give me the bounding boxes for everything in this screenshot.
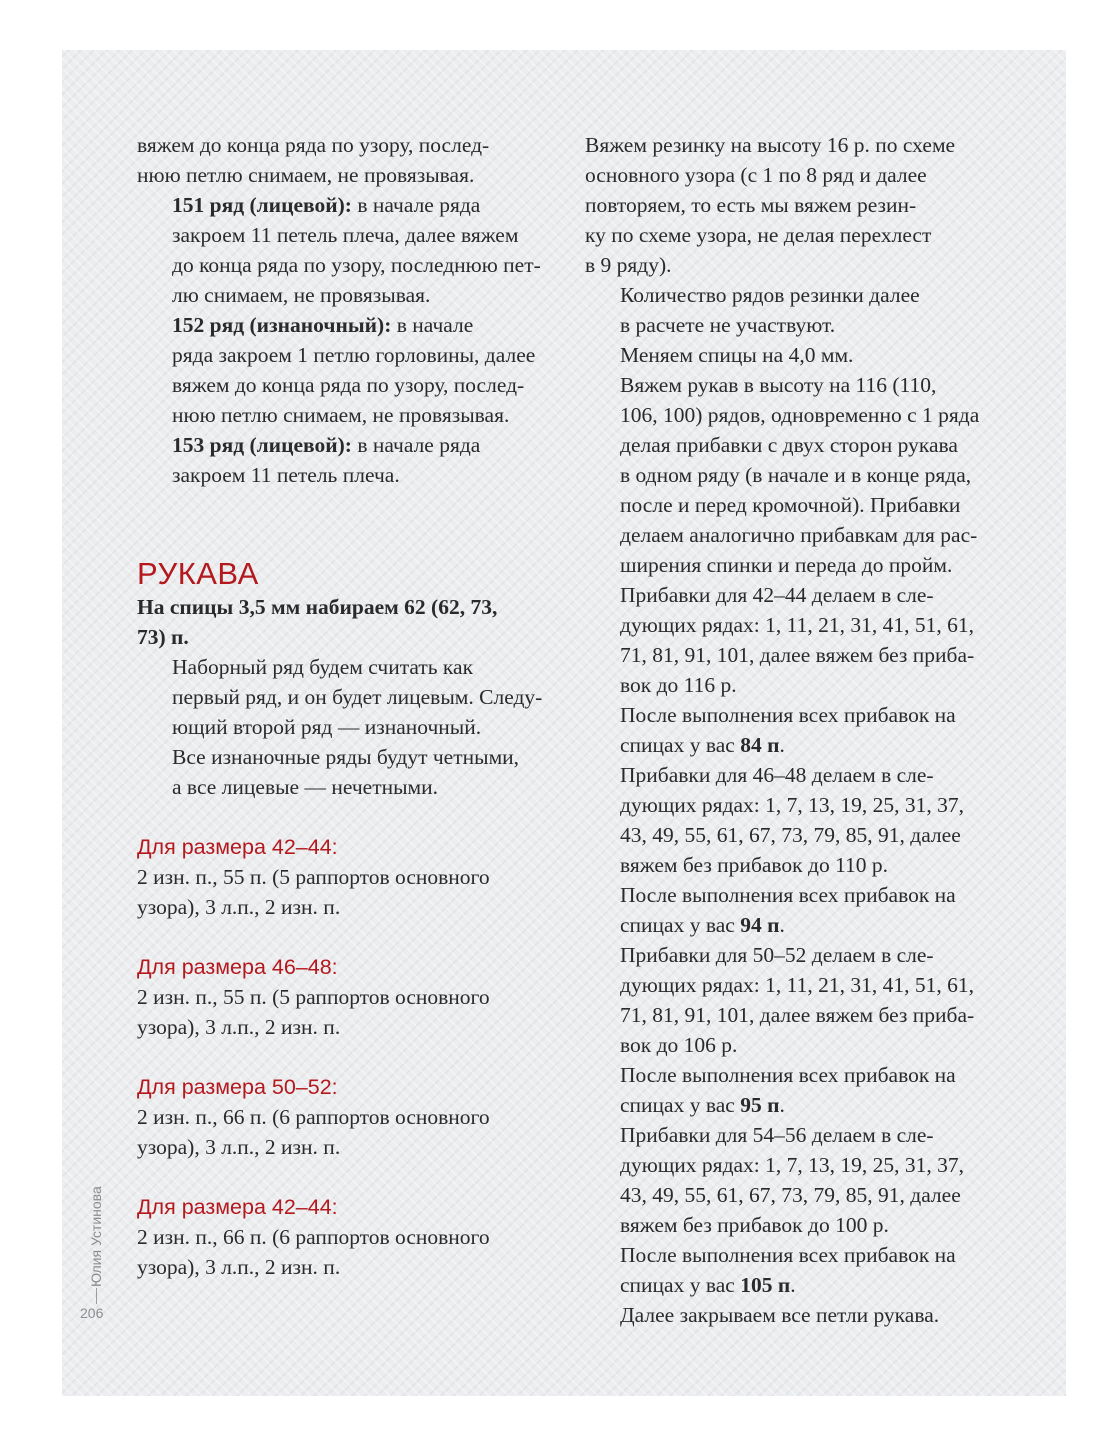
text-fragment: спицах у вас <box>620 1093 741 1117</box>
text-line: После выполнения всех прибавок на <box>620 1243 956 1267</box>
size-heading: Для размера 46–48: <box>137 955 338 979</box>
text-line: 2 изн. п., 66 п. (6 раппортов основного <box>137 1105 490 1129</box>
text-line: дующих рядах: 1, 11, 21, 31, 41, 51, 61, <box>620 973 974 997</box>
page-number: 206 <box>80 1305 104 1321</box>
size-heading: Для размера 42–44: <box>137 835 338 859</box>
text-line: делаем аналогично прибавкам для рас- <box>620 523 978 547</box>
text-line: повторяем, то есть мы вяжем резин- <box>585 193 917 217</box>
text-line: дующих рядах: 1, 7, 13, 19, 25, 31, 37, <box>620 793 965 817</box>
size-instruction <box>137 1222 537 1282</box>
text-line: лю снимаем, не провязывая. <box>172 283 431 307</box>
text-line: После выполнения всех прибавок на <box>620 883 956 907</box>
section-title: РУКАВА <box>137 556 259 591</box>
text-line: ширения спинки и переда до пройм. <box>620 553 953 577</box>
text-line: Все изнаночные ряды будут четными, <box>172 745 520 769</box>
text-line: Прибавки для 46–48 делаем в сле- <box>620 763 934 787</box>
text-line: ряда закроем 1 петлю горловины, далее <box>172 343 536 367</box>
size-instruction <box>137 1102 537 1162</box>
text-line: Наборный ряд будем считать как <box>172 655 474 679</box>
paragraph-increases-54-56 <box>585 1120 995 1240</box>
spacer <box>137 490 537 554</box>
text-line: Прибавки для 50–52 делаем в сле- <box>620 943 934 967</box>
text-fragment: спицах у вас <box>620 913 741 937</box>
text-fragment: . <box>790 1273 796 1297</box>
text-line: 2 изн. п., 55 п. (5 раппортов основного <box>137 865 490 889</box>
spacer <box>137 802 537 832</box>
text-fragment: спицах у вас <box>620 1273 741 1297</box>
left-column <box>137 130 543 1282</box>
text-fragment: . <box>779 913 785 937</box>
text-line: нюю петлю снимаем, не провязывая. <box>172 403 510 427</box>
size-instruction <box>137 982 537 1042</box>
text-line: закроем 11 петель плеча, далее вяжем <box>172 223 519 247</box>
paragraph-row-152 <box>137 310 537 430</box>
paragraph-continuation <box>137 130 537 190</box>
text-line: в начале ряда <box>351 433 481 457</box>
text-line: 71, 81, 91, 101, далее вяжем без приба- <box>620 643 975 667</box>
stitch-count: 94 п <box>740 913 780 937</box>
stitch-count: 84 п <box>740 733 780 757</box>
text-line: Прибавки для 54–56 делаем в сле- <box>620 1123 934 1147</box>
text-line: закроем 11 петель плеча. <box>172 463 400 487</box>
text-line: первый ряд, и он будет лицевым. Следу- <box>172 685 543 709</box>
paragraph-increases-46-48 <box>585 760 995 880</box>
stitch-count: 105 п <box>740 1273 791 1297</box>
spacer <box>137 1042 537 1072</box>
paragraph-total-46-48 <box>585 880 995 940</box>
row-label: 151 ряд (лицевой): <box>172 193 352 217</box>
paragraph-row-151 <box>137 190 541 310</box>
text-line: После выполнения всех прибавок на <box>620 1063 956 1087</box>
text-line: 43, 49, 55, 61, 67, 73, 79, 85, 91, далее <box>620 1183 961 1207</box>
row-label: 152 ряд (изнаночный): <box>172 313 392 337</box>
text-line: в одном ряду (в начале и в конце ряда, <box>620 463 972 487</box>
text-line: ющий второй ряд — изнаночный. <box>172 715 482 739</box>
text-line: узора), 3 л.п., 2 изн. п. <box>137 895 341 919</box>
paragraph-bind-off <box>585 1300 995 1330</box>
row-label: 153 ряд (лицевой): <box>172 433 352 457</box>
text-line: вок до 116 р. <box>620 673 737 697</box>
paragraph-ribbing-rows <box>585 280 995 340</box>
text-line: ку по схеме узора, не делая перехлест <box>585 223 932 247</box>
text-line: 73) п. <box>137 625 189 649</box>
text-line: узора), 3 л.п., 2 изн. п. <box>137 1255 341 1279</box>
text-line: 71, 81, 91, 101, далее вяжем без приба- <box>620 1003 975 1027</box>
text-line: узора), 3 л.п., 2 изн. п. <box>137 1015 341 1039</box>
text-fragment: . <box>779 1093 785 1117</box>
spacer <box>137 922 537 952</box>
spacer <box>137 1162 537 1192</box>
cast-on-instruction <box>137 592 537 652</box>
text-line: вяжем до конца ряда по узору, послед- <box>137 133 490 157</box>
text-line: вок до 106 р. <box>620 1033 738 1057</box>
text-line: основного узора (с 1 по 8 ряд и далее <box>585 163 927 187</box>
paragraph-ribbing <box>585 130 995 280</box>
text-line: вяжем без прибавок до 110 р. <box>620 853 889 877</box>
text-line: в расчете не участвуют. <box>620 313 836 337</box>
text-line: На спицы 3,5 мм набираем 62 (62, 73, <box>137 595 498 619</box>
size-instruction <box>137 862 537 922</box>
text-line: 2 изн. п., 66 п. (6 раппортов основного <box>137 1225 490 1249</box>
text-line: Вяжем рукав в высоту на 116 (110, <box>620 373 937 397</box>
text-line: в начале ряда <box>351 193 481 217</box>
size-heading: Для размера 42–44: <box>137 1195 338 1219</box>
text-line: а все лицевые — нечетными. <box>172 775 439 799</box>
paragraph-sleeve-height <box>585 370 995 580</box>
text-line: 2 изн. п., 55 п. (5 раппортов основного <box>137 985 490 1009</box>
text-line: 106, 100) рядов, одновременно с 1 ряда <box>620 403 980 427</box>
paragraph-total-42-44 <box>585 700 995 760</box>
paragraph-total-54-56 <box>585 1240 995 1300</box>
text-line: узора), 3 л.п., 2 изн. п. <box>137 1135 341 1159</box>
text-fragment: спицах у вас <box>620 733 741 757</box>
text-line: Количество рядов резинки далее <box>620 283 920 307</box>
text-line: в 9 ряду). <box>585 253 672 277</box>
text-line: Прибавки для 42–44 делаем в сле- <box>620 583 934 607</box>
text-line: до конца ряда по узору, последнюю пет- <box>172 253 541 277</box>
text-line: 43, 49, 55, 61, 67, 73, 79, 85, 91, далее <box>620 823 961 847</box>
text-line: дующих рядах: 1, 11, 21, 31, 41, 51, 61, <box>620 613 974 637</box>
text-line: дующих рядах: 1, 7, 13, 19, 25, 31, 37, <box>620 1153 965 1177</box>
paragraph-needles <box>585 340 995 370</box>
paragraph-row-153 <box>137 430 537 490</box>
text-line: После выполнения всех прибавок на <box>620 703 956 727</box>
text-line: после и перед кромочной). Прибавки <box>620 493 961 517</box>
text-line: в начале <box>391 313 474 337</box>
paragraph-increases-42-44 <box>585 580 995 700</box>
paragraph-parity <box>137 742 537 802</box>
text-line: Вяжем резинку на высоту 16 р. по схеме <box>585 133 956 157</box>
author-name: Юлия Устинова <box>88 1186 104 1287</box>
text-line: Меняем спицы на 4,0 мм. <box>620 343 854 367</box>
text-line: вяжем без прибавок до 100 р. <box>620 1213 889 1237</box>
text-line: делая прибавки с двух сторон рукава <box>620 433 958 457</box>
margin-divider <box>96 1288 97 1304</box>
text-line: вяжем до конца ряда по узору, послед- <box>172 373 525 397</box>
size-heading: Для размера 50–52: <box>137 1075 338 1099</box>
text-line: нюю петлю снимаем, не провязывая. <box>137 163 475 187</box>
text-line: Далее закрываем все петли рукава. <box>620 1303 940 1327</box>
stitch-count: 95 п <box>740 1093 780 1117</box>
paragraph-total-50-52 <box>585 1060 995 1120</box>
right-column <box>585 130 995 1330</box>
text-fragment: . <box>779 733 785 757</box>
paragraph-first-row <box>137 652 543 742</box>
paragraph-increases-50-52 <box>585 940 995 1060</box>
